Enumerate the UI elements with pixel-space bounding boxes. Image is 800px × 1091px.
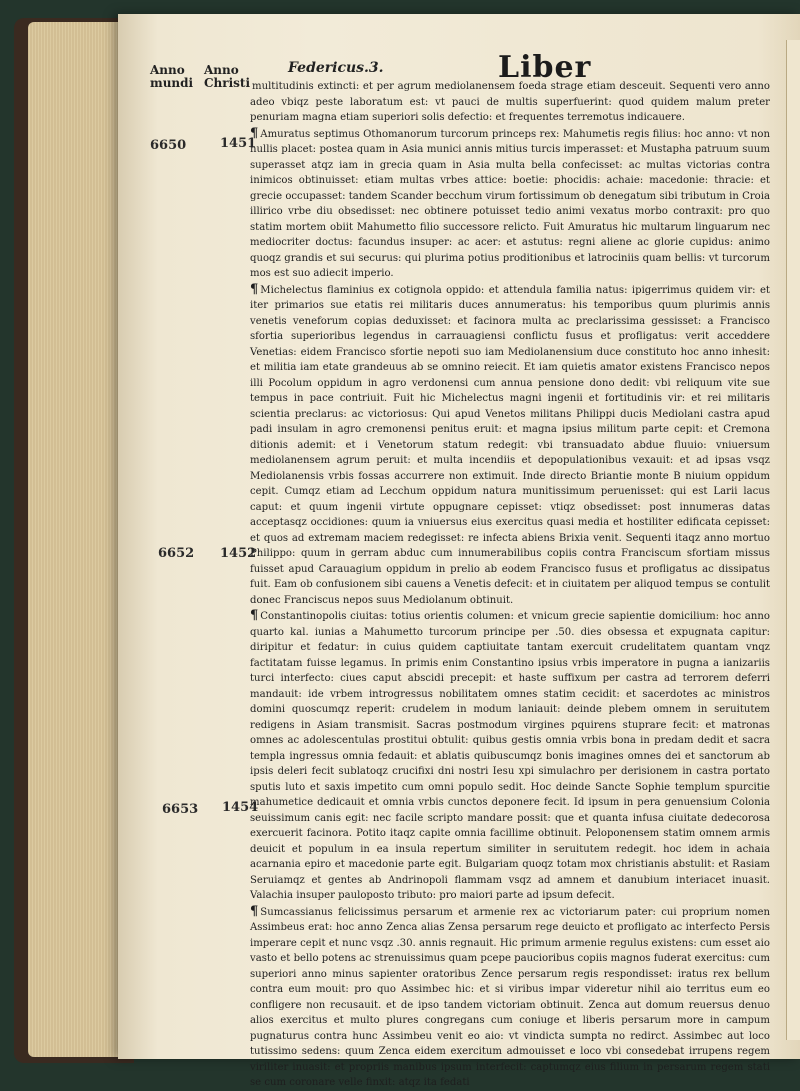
paragraph-mark: ¶ <box>250 903 259 919</box>
paragraph-mark: ¶ <box>250 608 259 623</box>
paragraph-1 <box>250 78 770 126</box>
year-christi-3: 1454 <box>222 800 259 815</box>
paragraph-mark: ¶ <box>250 125 259 141</box>
paragraph-text: Sumcassianus felicissimus persarum et armenie rex ac victoriarum pater: cui proprium nomen Assimbeus erat: hoc anno Zenca alias Zensa persarum rege deuicto et profligato ac interfecto Persis imperare cepit et nunc vsqz .30. annis regnauit. Hic primum armenie regulus existens: cum esset aio vasto et bello potens ac strenuissimus quam pcepe paucioribus copiis magnos fuderat exercitus: cum superiori anno minus sapienter oratoribus Zence persarum regis respondisset: iratus rex bellum contra eum mouit: pro quo Assimbec hic: et si viribus impar videretur nihil aio territus eum eo confligere non recusauit. et de ipso tandem victoriam obtinuit. Zenca aut domum reuersus denuo alios exercitus et multo plures congregans cum coniuge et liberis persarum more in campum pugnaturus contra hunc Assimbeu venit eo aio: vt vindicta sumpta no redirct. Assimbec aut loco tutissimo sedens: quum Zenca eidem exercitum admouisset e loco vbi consedebat irrupens regem viriliter inuasit: et propriis manibus ipsum interfecit: captumqz eius filium in persarum regem stati se cum coronare velle finxit: atqz ita fedati <box>250 906 770 1088</box>
paragraph-text: Constantinopolis ciuitas: totius orientis columen: et vnicum grecie sapientie domicilium: hoc anno quarto kal. iunias a Mahumetto turcorum principe per .50. dies obsessa et expugnata capitur: diripitur et fedatur: in cuius quidem captiuitate tantam exercuit crudelitatem quantam vnqz factitatam fuisse legamus. In primis enim Constantino ipsius vrbis imperatore in pugna a ianizariis turci interfecto: ciues caput abscidi precepit: et haste suffixum per castra ad terrorem deferri mandauit: ide vrbem introgressus nobilitatem omnes statim cecidit: et sacerdotes ac ministros domini quoscumqz reperit: crudelem in modum laniauit: deinde plebem omnem in seruitutem redigens in Asiam transmisit. Sacras postmodum virgines pquirens stuprare fecit: et matronas omnes ac adolescentulas prostitui obtulit: quibus gestis omnia vrbis bona in predam dedit et sacra templa ingressus omnia fedauit: et ablatis quibuscumqz bonis imagines omnes dei et sanctorum ab ipsis deleri fecit sublatoqz crucifixi dni nostri Iesu xpi simulachro per derisionem in castra portato sputis luto et saxis impetito cum omni populo sedit. Hoc deinde Sancte Sophie templum spurcitie mahumetice dedicauit et omnia vrbis cunctos deponere fecit. Id ipsum in pera genuensium Colonia seuissimum canis egit: nec facile scripto mandare possit: que et quanta infusa ciuitate dedecorosa exercuerit facinora. Potito itaqz capite omnia facillime obtinuit. Peloponensem statim omnem armis deuicit et populum in ea insula repertum similiter in seruitutem redegit. hoc idem in achaia acarnania epiro et macedonie parte egit. Bulgariam quoqz totam mox christianis abstulit: et Rasiam Seruiamqz et gentes ab Andrinopoli flammam vsqz ad amnem et danubium interiacet inuasit. Valachia insuper pauloposto tributo: pro maiori parte ad ipsum defecit. <box>250 611 770 901</box>
running-head: Federicus.3. <box>288 60 384 76</box>
paragraph-4 <box>250 608 770 904</box>
paragraph-text: multitudinis extincti: et per agrum mediolanensem foeda strage etiam desceuit. Sequenti vero anno adeo vbiqz peste laboratum est: vt pauci de multis superfuerint: quod quidem malum preter penuriam magna etiam superiori solis defectio: et frequentes terremotus indicauere. <box>250 81 770 123</box>
year-mundi-1: 6650 <box>150 138 187 153</box>
facing-page-edge <box>786 40 800 1040</box>
body-text <box>250 78 770 1091</box>
paragraph-3 <box>250 282 770 609</box>
year-mundi-2: 6652 <box>158 546 195 561</box>
paragraph-text: Michelectus flaminius ex cotignola oppido: et attendula familia natus: ipigerrimus quidem vir: et iter primarios sue etatis rei militaris duces annumeratus: his temporibus quum plurimis annis venetis veneforum copias deduxisset: et facinora multa ac preclarissima gessisset: a Francisco sfortia superioribus legendus in carrauagiensi conflictu fusus et profligatus: verit acceddere Venetias: eidem Francisco sfortie nepoti suo iam Mediolanensium duce constituto hoc anno inhesit: et militia iam etate grandeuus ab se omnino reiecit. Et iam quietis amator existens Francisco nepos illi Pocolum oppidum in agro verdonensi cum annua pensione dono dedit: vbi reliquum vite sue tempus in pace contriuit. Fuit hic Michelectus magni ingenii et fortitudinis vir: et rei militaris scientia preclarus: ac victoriosus: Qui apud Venetos militans Philippi ducis Mediolani castra apud padi insulam in agro cremonensi penitus eruit: et magna ipsius militum parte cepit: et Cremona ditionis ademit: et i Venetorum statum redegit: vbi transuadato abdue fluuio: vniuersum mediolanensem agrum peruit: et multa incendiis et depopulationibus vexauit: et ad ipsas vsqz Mediolanensis vrbis fossas accurrere non extimuit. Inde directo Briantie monte B niuium oppidum cepit. Cumqz etiam ad Lecchum oppidum natura munitissimum peruenisset: qui est Larii lacus caput: et quum ingenii virtute oppugnare cepisset: vtiqz obsedisset: post innumeras datas acceptasqz occidiones: quum ia vniuersus eius exercitus quasi media et hostiliter edificata cepisset: et quos ad extremam maciem redegisset: re infecta abiens Brixia venit. Sequenti itaqz anno mortuo Philippo: quum in gerram abduc cum innumerabilibus copiis contra Franciscum sfortiam missus fuisset apud Carauagium oppidum in prelio ab eodem Francisco fusus et profligatus ac dissipatus fuit. Eam ob confusionem sibi cauens a Venetis defecit: et in ciuitatem per aliquod tempus se contulit donec Franciscus nepos suus Mediolanum obtinuit. <box>250 284 770 606</box>
year-mundi-3: 6653 <box>162 802 199 817</box>
paragraph-text: Amuratus septimus Othomanorum turcorum princeps rex: Mahumetis regis filius: hoc anno: vt non nullis placet: postea quam in Asia munici annis mitius turcis imperasset: et Mustapha patruum suum superasset atqz iam in grecia quam in Asia multa bella confecisset: ac multas victorias contra inimicos obtinuisset: etiam multas vrbes attice: boetie: phocidis: achaie: macedonie: thracie: et grecie occupasset: tandem Scander becchum virum fortissimum ob denegatum sibi tributum in Croia illirico vrbe diu obsedisset: nec obtinere potuisset tedio animi vexatus morbo contraxit: pro quo statim mortem obiit Mahumetto filio successore relicto. Fuit Amuratus hic multarum linguarum nec mediocriter doctus: facundus insuper: ac acer: et astutus: regni aliene ac glorie cupidus: animo quoqz grandis et sui securus: qui plurima potius proditionibus et latrociniis quam bellis: vt turcorum mos est suo adiecit imperio. <box>250 128 770 279</box>
paragraph-mark: ¶ <box>250 281 259 297</box>
book-title: Liber <box>498 50 592 85</box>
year-christi-1: 1451 <box>220 136 257 151</box>
paragraph-5 <box>250 904 770 1091</box>
year-christi-2: 1452 <box>220 546 257 561</box>
anno-christi-header: Anno Christi <box>204 63 251 90</box>
paragraph-2 <box>250 126 770 282</box>
anno-mundi-header: Anno mundi <box>150 63 194 90</box>
